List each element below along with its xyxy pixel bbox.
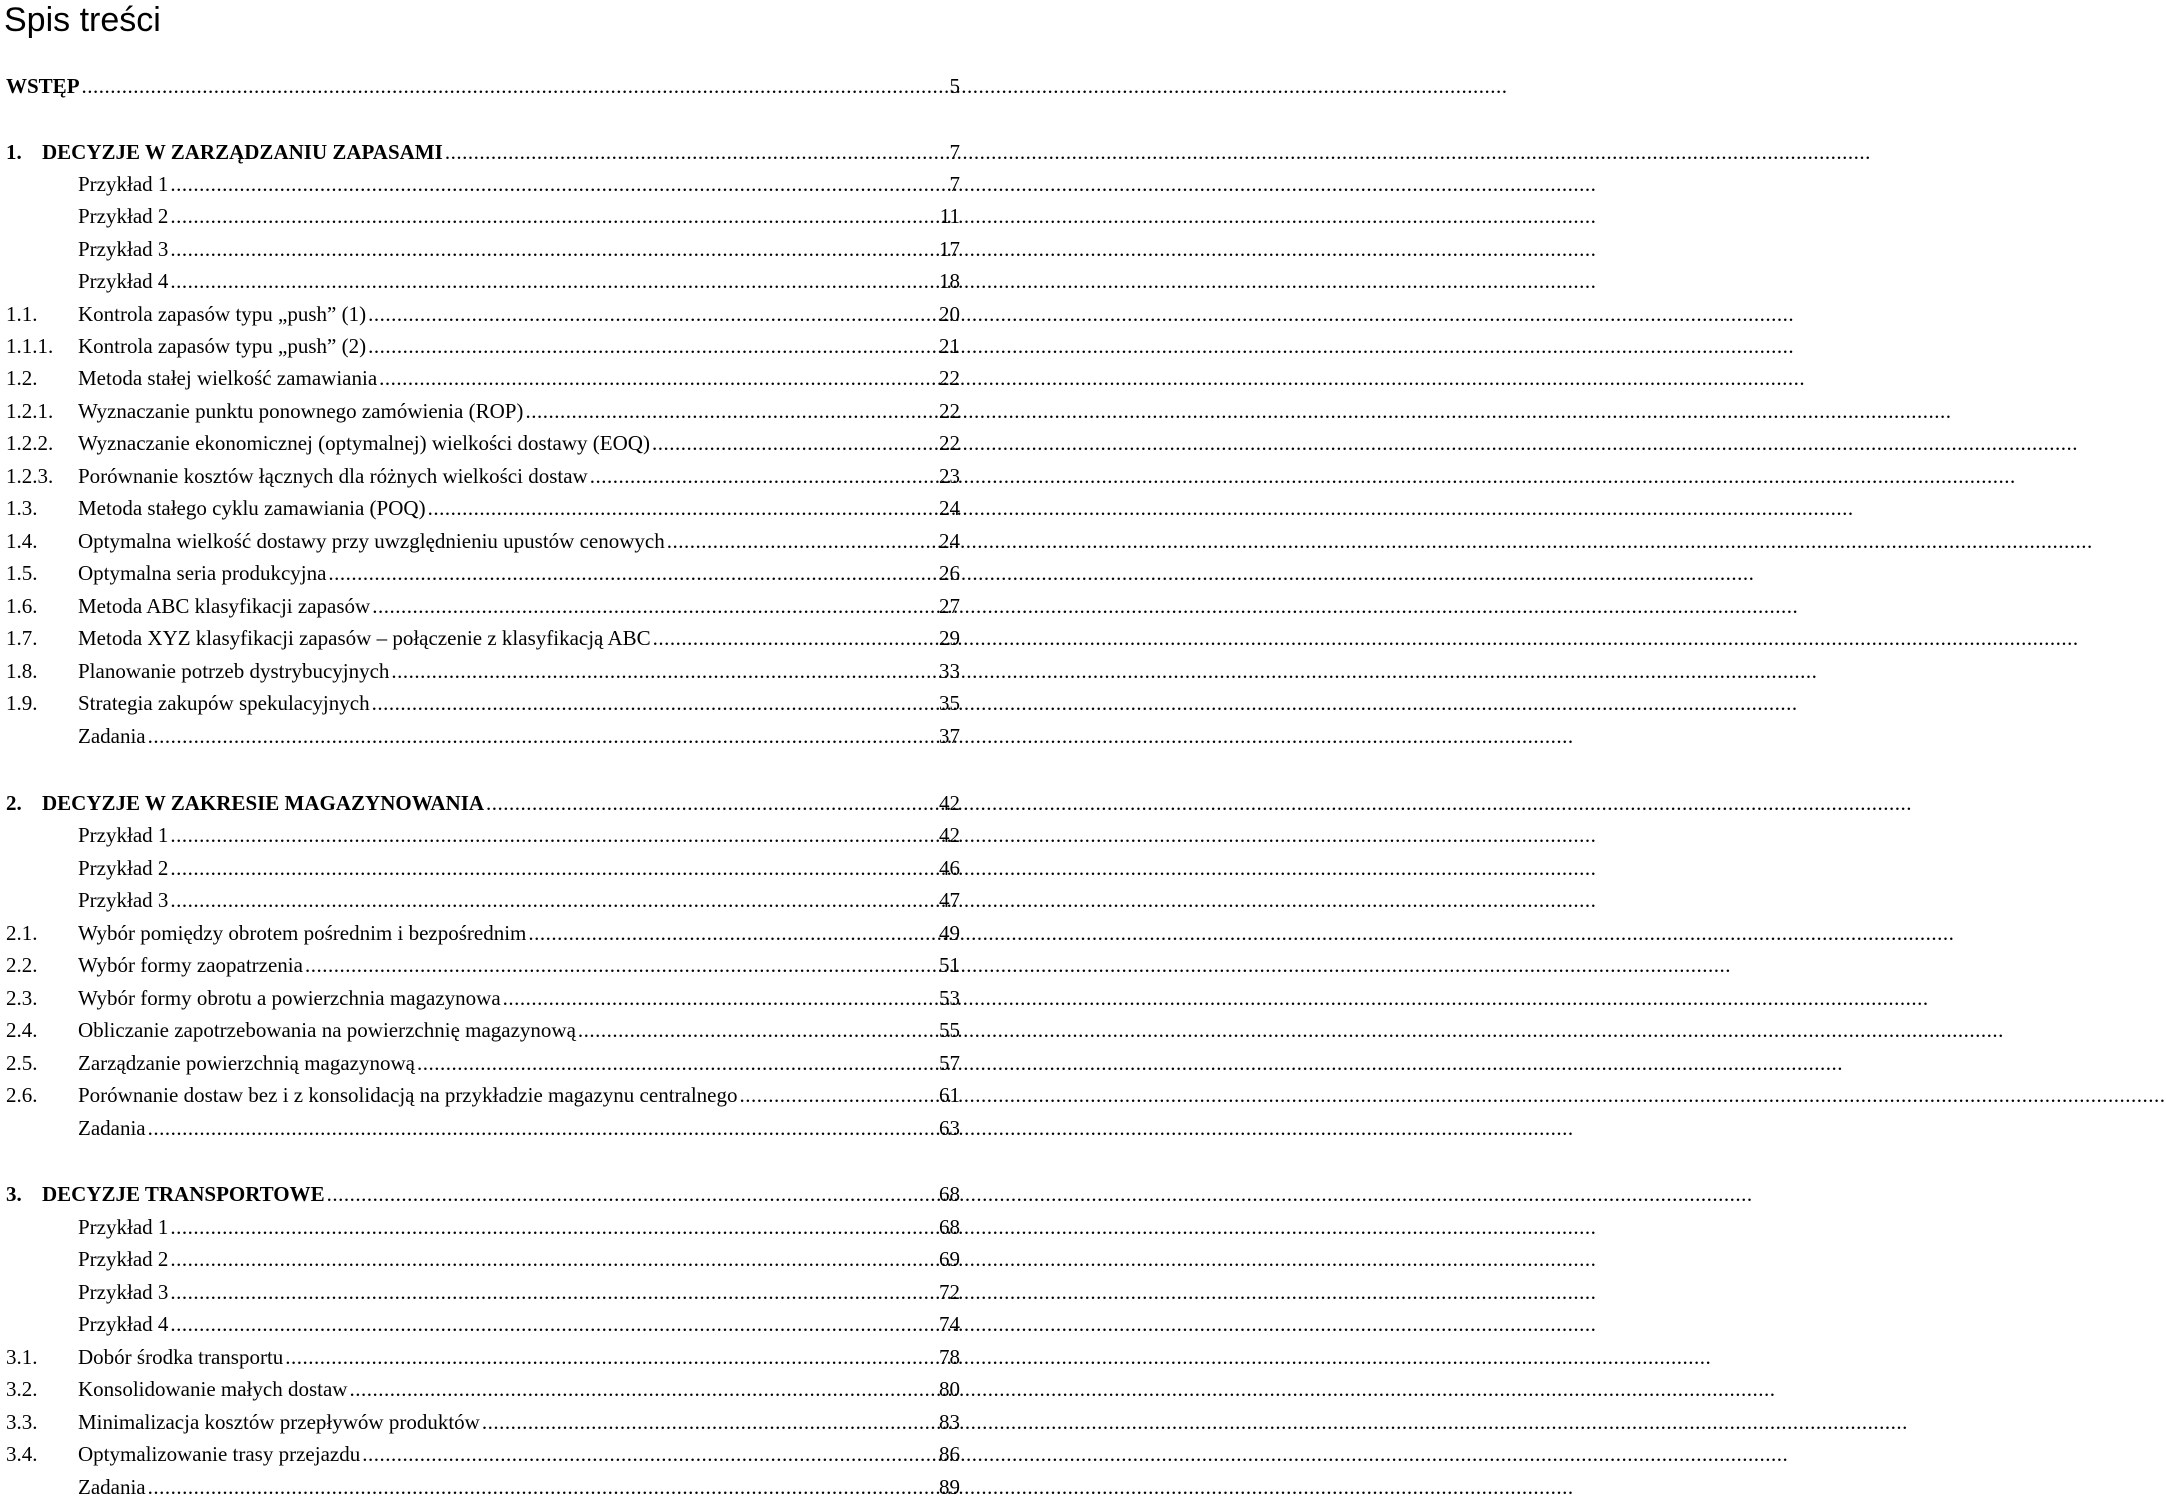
toc-entry[interactable] xyxy=(0,70,960,102)
toc-entry-number: 1.2.2. xyxy=(6,431,54,455)
toc-entry-page: 42 xyxy=(939,823,960,847)
toc-entry[interactable] xyxy=(0,1341,960,1373)
dot-leader xyxy=(148,1471,937,1503)
toc-entry-line xyxy=(78,884,960,916)
toc-entry[interactable] xyxy=(0,884,960,916)
toc-entry-number: 2.6. xyxy=(6,1083,38,1107)
toc-entry-number: 1.1.1. xyxy=(6,334,54,358)
toc-entry-line xyxy=(78,557,960,589)
toc-entry-title: Przykład 2 xyxy=(78,1247,169,1271)
toc-entry[interactable] xyxy=(0,1211,960,1243)
toc-entry-title: Przykład 1 xyxy=(78,823,169,847)
toc-entry-title: Dobór środka transportu xyxy=(78,1345,284,1369)
toc-entry-title: Zarządzanie powierzchnią magazynową xyxy=(78,1051,415,1075)
toc-entry-title: Przykład 1 xyxy=(78,1215,169,1239)
toc-entry-number: 3.2. xyxy=(6,1377,38,1401)
toc-entry-number: 1.7. xyxy=(6,626,38,650)
toc-entry[interactable] xyxy=(0,720,960,752)
toc-entry-line xyxy=(78,395,960,427)
toc-entry-line xyxy=(42,136,960,168)
toc-entry-line xyxy=(42,787,960,819)
dot-leader xyxy=(285,1341,937,1373)
dot-leader xyxy=(652,427,937,459)
toc-entry-number: 1.2.1. xyxy=(6,399,54,423)
toc-entry-number: 2.3. xyxy=(6,986,38,1010)
toc-entry[interactable] xyxy=(0,1079,960,1111)
dot-leader xyxy=(170,1308,937,1340)
toc-entry-line xyxy=(78,852,960,884)
toc-entry-page: 49 xyxy=(939,921,960,945)
dot-leader xyxy=(503,982,937,1014)
dot-leader xyxy=(305,949,937,981)
toc-entry-page: 57 xyxy=(939,1051,960,1075)
toc-entry-number: 1.1. xyxy=(6,302,38,326)
toc-entry-title: Przykład 3 xyxy=(78,888,169,912)
toc-entry-title: Optymalna wielkość dostawy przy uwzględnieniu upustów cenowych xyxy=(78,529,665,553)
toc-entry[interactable] xyxy=(0,395,960,427)
toc-entry[interactable] xyxy=(0,655,960,687)
toc-entry-line xyxy=(78,330,960,362)
toc-entry-title: Kontrola zapasów typu „push” (2) xyxy=(78,334,367,358)
toc-entry-title: Strategia zakupów spekulacyjnych xyxy=(78,691,370,715)
dot-leader xyxy=(82,70,938,102)
toc-entry-page: 63 xyxy=(939,1116,960,1140)
toc-entry-page: 42 xyxy=(939,791,960,815)
toc-entry-line xyxy=(78,1014,960,1046)
toc-entry-title: Konsolidowanie małych dostaw xyxy=(78,1377,348,1401)
toc-entry[interactable] xyxy=(0,168,960,200)
toc-entry[interactable] xyxy=(0,1276,960,1308)
dot-leader xyxy=(486,787,937,819)
dot-leader xyxy=(445,136,938,168)
toc-entry-title: Zadania xyxy=(78,724,146,748)
toc-entry-line xyxy=(78,1047,960,1079)
toc-entry[interactable] xyxy=(0,362,960,394)
toc-entry-title: Metoda stałego cyklu zamawiania (POQ) xyxy=(78,496,426,520)
toc-entry-line xyxy=(78,1406,960,1438)
dot-leader xyxy=(170,233,937,265)
table-of-contents xyxy=(0,0,960,1498)
toc-entry-number: 1.9. xyxy=(6,691,38,715)
toc-entry[interactable] xyxy=(0,460,960,492)
toc-entry-title: Metoda ABC klasyfikacji zapasów xyxy=(78,594,371,618)
toc-entry-page: 46 xyxy=(939,856,960,880)
toc-entry-page: 21 xyxy=(939,334,960,358)
dot-leader xyxy=(590,460,937,492)
toc-entry[interactable] xyxy=(0,1406,960,1438)
toc-entry-page: 78 xyxy=(939,1345,960,1369)
toc-entry-page: 26 xyxy=(939,561,960,585)
toc-entry-page: 74 xyxy=(939,1312,960,1336)
toc-entry-page: 80 xyxy=(939,1377,960,1401)
dot-leader xyxy=(170,1211,937,1243)
dot-leader xyxy=(349,1373,937,1405)
toc-entry[interactable] xyxy=(0,265,960,297)
toc-entry[interactable] xyxy=(0,427,960,459)
toc-entry-title: Przykład 1 xyxy=(78,172,169,196)
toc-entry-page: 11 xyxy=(939,204,960,228)
toc-entry-title: Zadania xyxy=(78,1116,146,1140)
toc-entry[interactable] xyxy=(0,200,960,232)
toc-entry-page: 89 xyxy=(939,1475,960,1499)
toc-entry-page: 23 xyxy=(939,464,960,488)
toc-entry[interactable] xyxy=(0,917,960,949)
toc-entry-page: 5 xyxy=(949,74,960,98)
toc-entry-line xyxy=(78,949,960,981)
toc-entry-page: 17 xyxy=(939,237,960,261)
toc-entry-page: 33 xyxy=(939,659,960,683)
dot-leader xyxy=(170,884,937,916)
toc-entry-line xyxy=(78,1308,960,1340)
toc-entry-line xyxy=(78,622,960,654)
toc-entry-title: Metoda XYZ klasyfikacji zapasów – połączenie z klasyfikacją ABC xyxy=(78,626,651,650)
toc-entry-page: 51 xyxy=(939,953,960,977)
toc-entry[interactable] xyxy=(0,687,960,719)
toc-entry[interactable] xyxy=(0,787,960,819)
toc-entry[interactable] xyxy=(0,622,960,654)
toc-entry[interactable] xyxy=(0,557,960,589)
dot-leader xyxy=(170,168,938,200)
toc-entry-line xyxy=(78,1079,960,1111)
toc-entry-page: 35 xyxy=(939,691,960,715)
toc-entry-title: Wybór formy zaopatrzenia xyxy=(78,953,303,977)
toc-entry-title: DECYZJE TRANSPORTOWE xyxy=(42,1182,325,1206)
toc-entry-line xyxy=(78,1373,960,1405)
dot-leader xyxy=(170,1243,937,1275)
toc-entry-number: 1.4. xyxy=(6,529,38,553)
dot-leader xyxy=(525,395,937,427)
toc-entry-number: 2. xyxy=(6,791,22,815)
toc-entry-line xyxy=(78,1438,960,1470)
toc-entry-page: 61 xyxy=(939,1083,960,1107)
toc-entry-title: Optymalna seria produkcyjna xyxy=(78,561,327,585)
toc-entry-page: 29 xyxy=(939,626,960,650)
toc-entry-title: Przykład 2 xyxy=(78,204,169,228)
toc-entry[interactable] xyxy=(0,492,960,524)
toc-entry[interactable] xyxy=(0,525,960,557)
toc-entry-number: 3.3. xyxy=(6,1410,38,1434)
dot-leader xyxy=(428,492,937,524)
toc-entry-page: 68 xyxy=(939,1182,960,1206)
toc-entry[interactable] xyxy=(0,590,960,622)
page-title: Spis treści xyxy=(4,1,161,39)
dot-leader xyxy=(368,330,937,362)
toc-entry-line xyxy=(78,298,960,330)
dot-leader xyxy=(328,557,937,589)
toc-entry-line xyxy=(78,917,960,949)
toc-entry-line xyxy=(78,1341,960,1373)
dot-leader xyxy=(170,200,937,232)
toc-entry-line xyxy=(78,819,960,851)
toc-entry-number: 3.1. xyxy=(6,1345,38,1369)
toc-entry-line xyxy=(78,200,960,232)
dot-leader xyxy=(379,362,937,394)
dot-leader xyxy=(653,622,937,654)
toc-entry-page: 68 xyxy=(939,1215,960,1239)
toc-entry[interactable] xyxy=(0,852,960,884)
toc-entry-line xyxy=(78,1276,960,1308)
toc-entry-number: 3. xyxy=(6,1182,22,1206)
toc-entry-number: 1.2.3. xyxy=(6,464,54,488)
toc-entry[interactable] xyxy=(0,1308,960,1340)
toc-entry-number: 1.6. xyxy=(6,594,38,618)
toc-entry-line xyxy=(78,492,960,524)
toc-entry-title: Optymalizowanie trasy przejazdu xyxy=(78,1442,361,1466)
toc-entry-title: Przykład 2 xyxy=(78,856,169,880)
toc-entry-page: 83 xyxy=(939,1410,960,1434)
toc-entry[interactable] xyxy=(0,1178,960,1210)
dot-leader xyxy=(148,1112,937,1144)
toc-entry-line xyxy=(78,1471,960,1503)
toc-entry[interactable] xyxy=(0,233,960,265)
toc-entry-title: Wyznaczanie punktu ponownego zamówienia (ROP) xyxy=(78,399,524,423)
dot-leader xyxy=(391,655,937,687)
dot-leader xyxy=(170,1276,937,1308)
toc-entry-line xyxy=(78,265,960,297)
toc-entry-page: 86 xyxy=(939,1442,960,1466)
toc-entry-page: 24 xyxy=(939,529,960,553)
toc-entry-page: 27 xyxy=(939,594,960,618)
toc-entry[interactable] xyxy=(0,298,960,330)
toc-entry-page: 22 xyxy=(939,366,960,390)
toc-entry-page: 7 xyxy=(949,172,960,196)
toc-entry-page: 20 xyxy=(939,302,960,326)
toc-entry-page: 22 xyxy=(939,399,960,423)
dot-leader xyxy=(368,298,937,330)
toc-entry-number: 2.4. xyxy=(6,1018,38,1042)
toc-entry-title: WSTĘP xyxy=(6,74,80,98)
toc-entry-number: 1.5. xyxy=(6,561,38,585)
toc-entry-title: Wybór formy obrotu a powierzchnia magazynowa xyxy=(78,986,501,1010)
dot-leader xyxy=(170,819,937,851)
toc-entry[interactable] xyxy=(0,1373,960,1405)
toc-entry[interactable] xyxy=(0,1438,960,1470)
toc-entry-title: Obliczanie zapotrzebowania na powierzchnię magazynową xyxy=(78,1018,576,1042)
toc-entry-line xyxy=(78,687,960,719)
toc-entry-number: 3.4. xyxy=(6,1442,38,1466)
dot-leader xyxy=(327,1178,937,1210)
toc-entry-title: DECYZJE W ZAKRESIE MAGAZYNOWANIA xyxy=(42,791,485,815)
toc-entry-title: Przykład 4 xyxy=(78,1312,169,1336)
toc-entry[interactable] xyxy=(0,136,960,168)
toc-entry-title: Porównanie kosztów łącznych dla różnych wielkości dostaw xyxy=(78,464,588,488)
toc-entry[interactable] xyxy=(0,982,960,1014)
toc-entry-line xyxy=(6,70,960,102)
toc-entry-line xyxy=(78,590,960,622)
toc-entry-page: 47 xyxy=(939,888,960,912)
toc-entry-title: Przykład 4 xyxy=(78,269,169,293)
toc-entry[interactable] xyxy=(0,1112,960,1144)
toc-entry-page: 72 xyxy=(939,1280,960,1304)
toc-entry-number: 1.2. xyxy=(6,366,38,390)
toc-entry-page: 53 xyxy=(939,986,960,1010)
toc-entry[interactable] xyxy=(0,1471,960,1503)
toc-entry-line xyxy=(78,233,960,265)
dot-leader xyxy=(170,265,937,297)
dot-leader xyxy=(578,1014,937,1046)
dot-leader xyxy=(482,1406,937,1438)
toc-entry-title: Przykład 3 xyxy=(78,1280,169,1304)
dot-leader xyxy=(372,687,937,719)
toc-entry-line xyxy=(78,460,960,492)
toc-entry-line xyxy=(78,720,960,752)
toc-entry-page: 24 xyxy=(939,496,960,520)
toc-entry-line xyxy=(78,427,960,459)
toc-entry-line xyxy=(78,362,960,394)
toc-entry-number: 2.2. xyxy=(6,953,38,977)
toc-entry-title: Minimalizacja kosztów przepływów produktów xyxy=(78,1410,480,1434)
dot-leader xyxy=(148,720,937,752)
toc-entry-line xyxy=(78,1211,960,1243)
toc-entry-title: Wybór pomiędzy obrotem pośrednim i bezpośrednim xyxy=(78,921,527,945)
toc-entry-page: 22 xyxy=(939,431,960,455)
toc-entry-number: 1.8. xyxy=(6,659,38,683)
toc-entry-line xyxy=(78,1243,960,1275)
toc-entry-title: Zadania xyxy=(78,1475,146,1499)
toc-entry-title: Planowanie potrzeb dystrybucyjnych xyxy=(78,659,390,683)
toc-entry-title: Przykład 3 xyxy=(78,237,169,261)
toc-entry-line xyxy=(78,982,960,1014)
dot-leader xyxy=(528,917,937,949)
toc-entry[interactable] xyxy=(0,1243,960,1275)
toc-entry[interactable] xyxy=(0,819,960,851)
toc-entry-title: Porównanie dostaw bez i z konsolidacją na przykładzie magazynu centralnego xyxy=(78,1083,738,1107)
toc-entry-title: DECYZJE W ZARZĄDZANIU ZAPASAMI xyxy=(42,140,443,164)
toc-entry-number: 1. xyxy=(6,140,22,164)
toc-entry-page: 7 xyxy=(949,140,960,164)
toc-entry-page: 37 xyxy=(939,724,960,748)
toc-entry-page: 69 xyxy=(939,1247,960,1271)
dot-leader xyxy=(740,1079,937,1111)
dot-leader xyxy=(362,1438,937,1470)
toc-entry-number: 2.1. xyxy=(6,921,38,945)
toc-entry-number: 1.3. xyxy=(6,496,38,520)
toc-entry-title: Kontrola zapasów typu „push” (1) xyxy=(78,302,367,326)
toc-entry-title: Metoda stałej wielkość zamawiania xyxy=(78,366,378,390)
dot-leader xyxy=(667,525,937,557)
toc-entry-line xyxy=(78,168,960,200)
dot-leader xyxy=(372,590,937,622)
toc-entry-line xyxy=(78,655,960,687)
toc-entry[interactable] xyxy=(0,949,960,981)
toc-entry-page: 18 xyxy=(939,269,960,293)
dot-leader xyxy=(417,1047,937,1079)
toc-entry-line xyxy=(78,525,960,557)
toc-entry[interactable] xyxy=(0,1014,960,1046)
toc-entry[interactable] xyxy=(0,1047,960,1079)
toc-entry-number: 2.5. xyxy=(6,1051,38,1075)
dot-leader xyxy=(170,852,937,884)
toc-entry-title: Wyznaczanie ekonomicznej (optymalnej) wielkości dostawy (EOQ) xyxy=(78,431,650,455)
toc-entry[interactable] xyxy=(0,330,960,362)
toc-entry-page: 55 xyxy=(939,1018,960,1042)
toc-entry-line xyxy=(42,1178,960,1210)
toc-entry-line xyxy=(78,1112,960,1144)
